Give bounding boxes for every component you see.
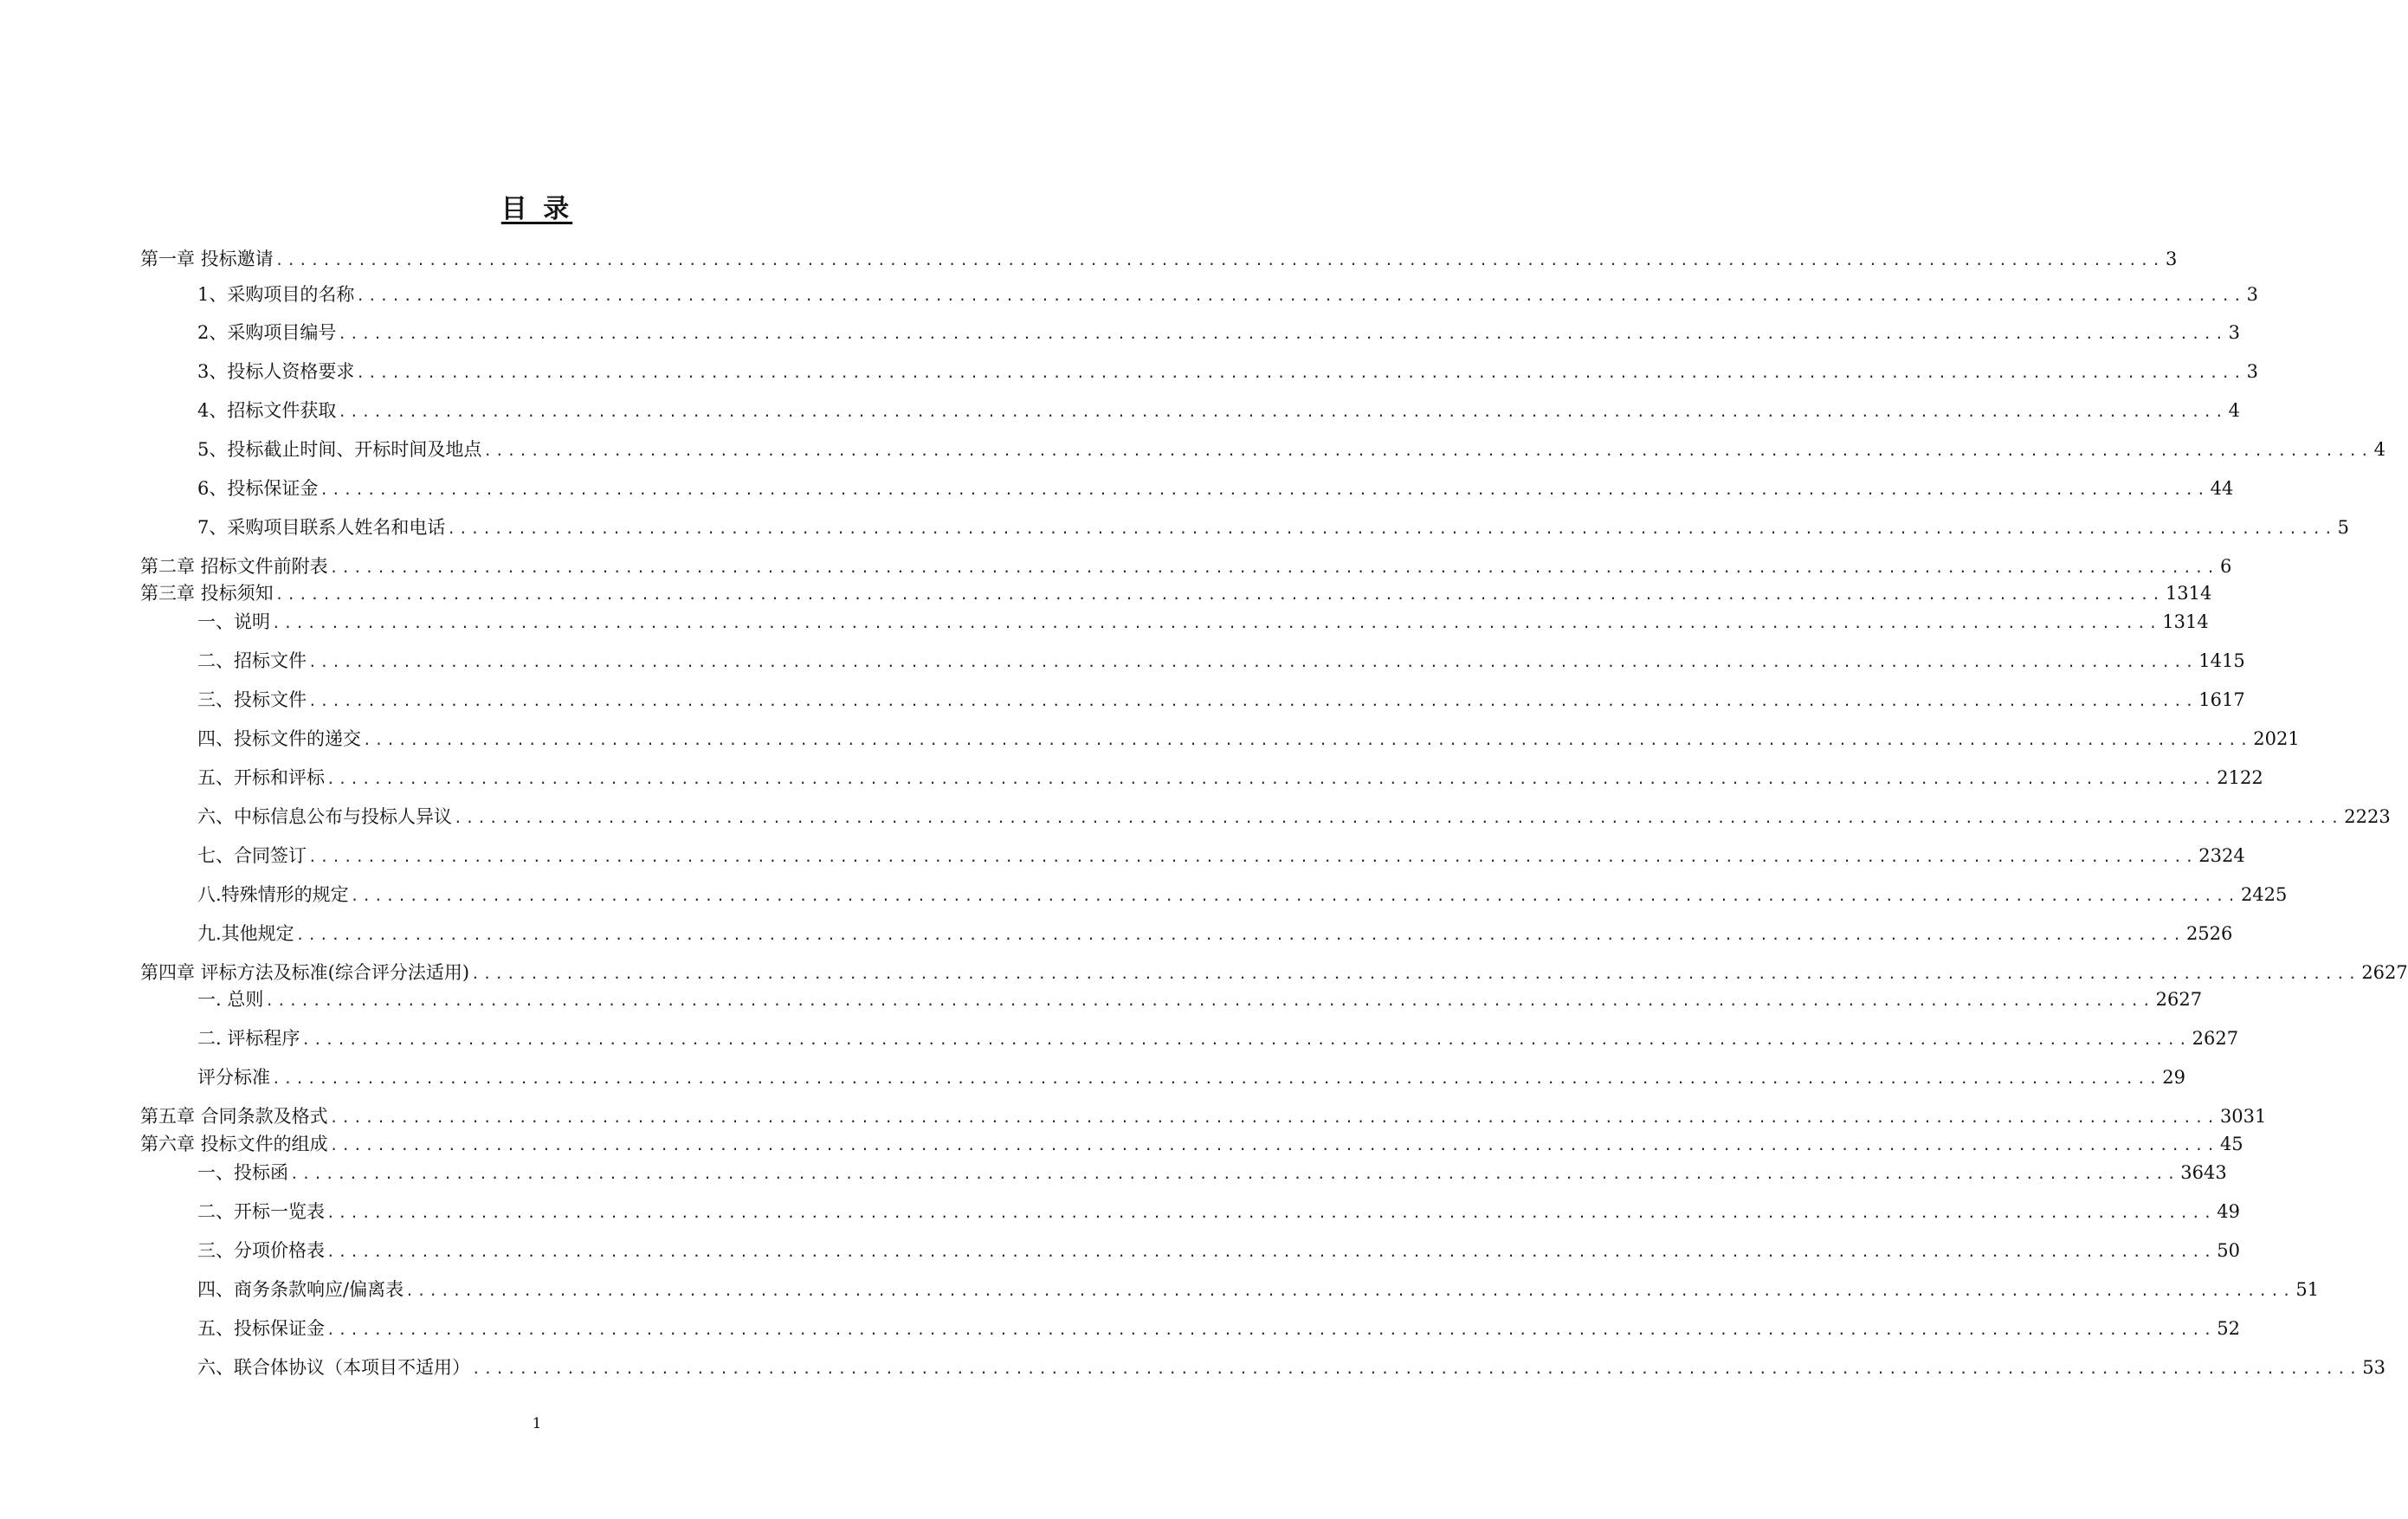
toc-entry[interactable] (197, 685, 2245, 711)
toc-entry-text: 3、投标人资格要求 (197, 361, 355, 382)
toc-leader-dots: ................................................................................................................................................................ (326, 1205, 2216, 1221)
toc-entry-text: 四、投标文件的递交 (197, 728, 361, 749)
toc-leader-dots: ................................................................................................................................................................ (320, 482, 2209, 498)
toc-entry-text: 三、投标文件 (197, 689, 307, 710)
toc-leader-dots: ................................................................................................................................................................ (308, 654, 2198, 670)
toc-entry-page: 29 (2162, 1067, 2185, 1088)
toc-entry[interactable] (197, 763, 2263, 789)
toc-leader-dots: ................................................................................................................................................................ (295, 927, 2185, 943)
toc-entry[interactable] (197, 357, 2258, 383)
toc-leader-dots: ................................................................................................................................................................ (472, 1361, 2361, 1377)
toc-entry-text: 七、合同签订 (197, 845, 307, 866)
toc-leader-dots: ................................................................................................................................................................ (447, 520, 2336, 537)
toc-entry[interactable] (197, 1158, 2227, 1184)
toc-entry-text: 四、商务条款响应/偏离表 (197, 1279, 404, 1300)
toc-entry[interactable] (197, 724, 2300, 750)
toc-entry-text: 第四章 评标方法及标准(综合评分法适用) (140, 962, 470, 983)
toc-entry-text: 5、投标截止时间、开标时间及地点 (197, 439, 482, 460)
toc-entry-page: 2627 (2361, 962, 2408, 983)
toc-entry-page: 2526 (2185, 923, 2233, 944)
toc-entry-page: 1314 (2162, 611, 2209, 632)
toc-entry-page: 1415 (2198, 650, 2245, 671)
toc-entry[interactable] (197, 1275, 2320, 1301)
toc-entry-page: 53 (2362, 1357, 2385, 1378)
toc-leader-dots: ................................................................................................................................................................ (356, 288, 2245, 304)
toc-leader-dots: ................................................................................................................................................................ (265, 992, 2154, 1009)
toc-entry-page: 51 (2295, 1279, 2320, 1300)
toc-leader-dots: ................................................................................................................................................................ (290, 1166, 2179, 1182)
toc-entry[interactable] (197, 841, 2245, 867)
toc-entry[interactable] (197, 919, 2233, 945)
toc-entry[interactable] (197, 1024, 2239, 1050)
toc-entry[interactable] (197, 607, 2209, 633)
toc-leader-dots: ................................................................................................................................................................ (326, 771, 2216, 787)
toc-entry-text: 第三章 投标须知 (140, 583, 274, 604)
toc-entry[interactable] (197, 280, 2258, 306)
toc-entry-page: 3031 (2219, 1106, 2267, 1127)
toc-entry-page: 49 (2217, 1201, 2240, 1222)
toc-leader-dots: ................................................................................................................................................................ (405, 1283, 2295, 1299)
toc-leader-dots: ................................................................................................................................................................ (350, 888, 2239, 904)
toc-leader-dots: ................................................................................................................................................................ (329, 1109, 2218, 1126)
toc-entry[interactable] (197, 474, 2234, 500)
toc-entry-text: 二. 评标程序 (197, 1028, 300, 1049)
toc-entry-text: 二、招标文件 (197, 650, 307, 671)
toc-entry[interactable] (197, 1353, 2385, 1379)
toc-entry[interactable] (140, 579, 2212, 604)
toc-entry-text: 五、开标和评标 (197, 767, 325, 788)
toc-entry-page: 2627 (2155, 989, 2203, 1010)
toc-entry-text: 1、采购项目的名称 (197, 284, 355, 305)
toc-entry-page: 2021 (2253, 728, 2300, 749)
toc-entry[interactable] (197, 1314, 2240, 1340)
toc-entry-text: 三、分项价格表 (197, 1240, 325, 1261)
toc-leader-dots: ................................................................................................................................................................ (483, 443, 2372, 459)
toc-entry-page: 3 (2165, 249, 2178, 269)
toc-entry-page: 3643 (2180, 1162, 2227, 1183)
toc-entry-text: 九.其他规定 (197, 923, 294, 944)
toc-entry-text: 八.特殊情形的规定 (197, 884, 349, 905)
toc-entry-page: 52 (2217, 1318, 2240, 1339)
toc-entry-text: 第二章 招标文件前附表 (140, 556, 328, 577)
toc-entry-page: 4 (2373, 439, 2385, 460)
toc-entry[interactable] (197, 513, 2349, 539)
toc-entry[interactable] (197, 1197, 2240, 1223)
toc-entry[interactable] (140, 1102, 2267, 1128)
toc-entry-text: 第五章 合同条款及格式 (140, 1106, 328, 1127)
toc-entry-text: 一、说明 (197, 611, 270, 632)
toc-leader-dots: ................................................................................................................................................................ (308, 849, 2198, 865)
toc-entry-page: 4 (2228, 400, 2240, 421)
toc-entry-page: 5 (2337, 517, 2349, 538)
toc-entry[interactable] (140, 958, 2408, 984)
toc-entry-text: 4、招标文件获取 (197, 400, 337, 421)
toc-entry-text: 五、投标保证金 (197, 1318, 325, 1339)
toc-leader-dots: ................................................................................................................................................................ (274, 252, 2164, 268)
toc-leader-dots: ................................................................................................................................................................ (326, 1322, 2216, 1338)
toc-title-text: 目 录 (500, 194, 573, 224)
toc-entry-text: 评分标准 (197, 1067, 270, 1088)
toc-entry-page: 2122 (2217, 767, 2263, 788)
toc-entry-page: 3 (2228, 322, 2240, 343)
toc-entry-page: 2324 (2198, 845, 2245, 866)
toc-entry[interactable] (197, 1063, 2185, 1089)
page-number: 1 (532, 1415, 542, 1432)
toc-leader-dots: ................................................................................................................................................................ (308, 693, 2198, 709)
toc-entry-page: 3 (2246, 284, 2258, 305)
toc-entry[interactable] (197, 985, 2203, 1011)
toc-entry-page: 2223 (2344, 806, 2391, 827)
toc-entry-text: 6、投标保证金 (197, 478, 319, 499)
toc-entry[interactable] (197, 880, 2288, 906)
toc-entry-page: 50 (2217, 1240, 2240, 1261)
toc-leader-dots: ................................................................................................................................................................ (356, 365, 2245, 381)
toc-entry-page: 2425 (2240, 884, 2288, 905)
toc-leader-dots: ................................................................................................................................................................ (363, 732, 2252, 748)
toc-leader-dots: ................................................................................................................................................................ (272, 1070, 2161, 1087)
toc-entry-page: 3 (2246, 361, 2258, 382)
toc-leader-dots: ................................................................................................................................................................ (338, 404, 2227, 420)
toc-leader-dots: ................................................................................................................................................................ (274, 586, 2164, 603)
toc-leader-dots: ................................................................................................................................................................ (329, 1137, 2218, 1154)
toc-leader-dots: ................................................................................................................................................................ (329, 559, 2218, 576)
toc-entry-page: 1314 (2165, 583, 2212, 604)
toc-entry[interactable] (197, 318, 2240, 344)
toc-entry[interactable] (197, 396, 2240, 422)
toc-entry-text: 二、开标一览表 (197, 1201, 325, 1222)
toc-entry[interactable] (197, 802, 2391, 828)
toc-entry[interactable] (140, 552, 2232, 578)
toc-entry[interactable] (197, 435, 2385, 461)
toc-entry-text: 六、中标信息公布与投标人异议 (197, 806, 452, 827)
toc-entry-page: 1617 (2198, 689, 2245, 710)
toc-leader-dots: ................................................................................................................................................................ (301, 1031, 2191, 1048)
toc-entry-text: 一、投标函 (197, 1162, 288, 1183)
toc-entry-page: 44 (2210, 478, 2234, 499)
toc-entry[interactable] (140, 1129, 2243, 1155)
toc-entry-page: 6 (2219, 556, 2232, 577)
toc-entry-text: 7、采购项目联系人姓名和电话 (197, 517, 446, 538)
toc-entry-text: 第一章 投标邀请 (140, 249, 274, 269)
toc-entry-text: 2、采购项目编号 (197, 322, 337, 343)
toc-leader-dots: ................................................................................................................................................................ (338, 326, 2227, 342)
toc-entry-page: 45 (2219, 1134, 2243, 1154)
toc-entry[interactable] (197, 646, 2245, 672)
toc-leader-dots: ................................................................................................................................................................ (471, 966, 2360, 982)
toc-entry-text: 第六章 投标文件的组成 (140, 1134, 328, 1154)
toc-entry[interactable] (140, 244, 2178, 270)
toc-entry-page: 2627 (2192, 1028, 2239, 1049)
toc-leader-dots: ................................................................................................................................................................ (326, 1244, 2216, 1260)
toc-leader-dots: ................................................................................................................................................................ (272, 615, 2161, 631)
toc-entry-text: 一. 总则 (197, 989, 264, 1010)
toc-entry-text: 六、联合体协议（本项目不适用） (197, 1357, 470, 1378)
toc-entry[interactable] (197, 1236, 2240, 1262)
toc-leader-dots: ................................................................................................................................................................ (454, 810, 2343, 826)
